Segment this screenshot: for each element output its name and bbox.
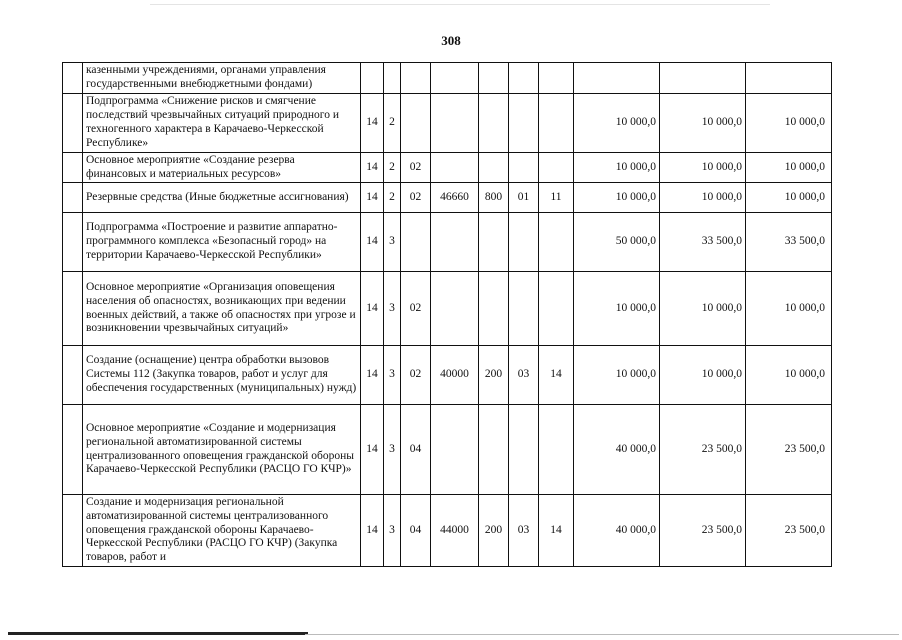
cell-rz: 03 <box>509 346 539 405</box>
sum-year-2: 10 000,0 <box>660 94 746 153</box>
scan-edge-bottom-thin <box>305 634 899 635</box>
cell-vr <box>479 405 509 495</box>
cell-cs-direction <box>431 153 479 183</box>
cell-pz: 3 <box>384 405 401 495</box>
cell-cs-program: 02 <box>401 272 431 346</box>
sum-year-2: 33 500,0 <box>660 213 746 272</box>
sum-year-2: 10 000,0 <box>660 183 746 213</box>
cell-cs-direction: 44000 <box>431 495 479 567</box>
scan-edge-bottom <box>8 632 308 635</box>
cell-rz <box>509 272 539 346</box>
scan-edge-top <box>150 4 770 5</box>
cell-rz: 03 <box>509 495 539 567</box>
cell-cs-direction: 40000 <box>431 346 479 405</box>
sum-year-2: 23 500,0 <box>660 495 746 567</box>
cell-vr <box>479 272 509 346</box>
cell-cs-direction <box>431 272 479 346</box>
sum-year-3: 10 000,0 <box>746 94 832 153</box>
row-name: Основное мероприятие «Создание резерва финансовых и материальных ресурсов» <box>83 153 361 183</box>
cell-pr <box>539 272 574 346</box>
cell-rz <box>509 153 539 183</box>
cell-gr: 14 <box>361 153 384 183</box>
sum-year-1: 50 000,0 <box>574 213 660 272</box>
cell-cs-direction <box>431 213 479 272</box>
cell-cs-direction <box>431 63 479 94</box>
page-number: 308 <box>441 33 461 48</box>
blank-cell <box>63 346 83 405</box>
cell-rz <box>509 63 539 94</box>
row-name: Резервные средства (Иные бюджетные ассигнования) <box>83 183 361 213</box>
sum-year-1: 10 000,0 <box>574 94 660 153</box>
table-row <box>63 183 832 213</box>
sum-year-2: 23 500,0 <box>660 405 746 495</box>
blank-cell <box>63 153 83 183</box>
cell-gr: 14 <box>361 346 384 405</box>
table-row <box>63 153 832 183</box>
cell-pr: 11 <box>539 183 574 213</box>
blank-cell <box>63 183 83 213</box>
cell-pr <box>539 153 574 183</box>
table-row <box>63 272 832 346</box>
cell-vr <box>479 153 509 183</box>
cell-pr: 14 <box>539 495 574 567</box>
row-name: Подпрограмма «Снижение рисков и смягчение последствий чрезвычайных ситуаций природного и техногенного характера в Карачаево-Черкесской Республике» <box>83 94 361 153</box>
row-name: Подпрограмма «Построение и развитие аппаратно-программного комплекса «Безопасный город» на территории Карачаево-Черкесской Республики» <box>83 213 361 272</box>
sum-year-1: 10 000,0 <box>574 183 660 213</box>
cell-rz <box>509 405 539 495</box>
sum-year-3 <box>746 63 832 94</box>
cell-cs-program: 02 <box>401 183 431 213</box>
cell-vr <box>479 94 509 153</box>
sum-year-3: 23 500,0 <box>746 405 832 495</box>
sum-year-3: 10 000,0 <box>746 346 832 405</box>
sum-year-2: 10 000,0 <box>660 153 746 183</box>
cell-vr: 200 <box>479 346 509 405</box>
cell-pz: 3 <box>384 213 401 272</box>
sum-year-2: 10 000,0 <box>660 346 746 405</box>
cell-pz: 2 <box>384 94 401 153</box>
sum-year-3: 23 500,0 <box>746 495 832 567</box>
blank-cell <box>63 405 83 495</box>
cell-rz <box>509 94 539 153</box>
cell-gr: 14 <box>361 213 384 272</box>
cell-gr: 14 <box>361 405 384 495</box>
sum-year-1: 40 000,0 <box>574 405 660 495</box>
blank-cell <box>63 63 83 94</box>
table-row <box>63 94 832 153</box>
sum-year-1 <box>574 63 660 94</box>
cell-vr <box>479 213 509 272</box>
table-row <box>63 405 832 495</box>
cell-vr: 200 <box>479 495 509 567</box>
cell-pr <box>539 63 574 94</box>
cell-cs-direction: 46660 <box>431 183 479 213</box>
cell-gr: 14 <box>361 183 384 213</box>
table-row <box>63 346 832 405</box>
cell-rz: 01 <box>509 183 539 213</box>
cell-cs-direction <box>431 94 479 153</box>
row-name: казенными учреждениями, органами управления государственными внебюджетными фондами) <box>83 63 361 94</box>
sum-year-2: 10 000,0 <box>660 272 746 346</box>
sum-year-2 <box>660 63 746 94</box>
table-row <box>63 63 832 94</box>
sum-year-3: 10 000,0 <box>746 153 832 183</box>
cell-cs-program <box>401 213 431 272</box>
cell-vr <box>479 63 509 94</box>
cell-cs-direction <box>431 405 479 495</box>
cell-cs-program: 04 <box>401 495 431 567</box>
sum-year-3: 33 500,0 <box>746 213 832 272</box>
blank-cell <box>63 272 83 346</box>
cell-cs-program: 02 <box>401 346 431 405</box>
cell-pr <box>539 94 574 153</box>
cell-pr <box>539 213 574 272</box>
sum-year-1: 10 000,0 <box>574 153 660 183</box>
sum-year-1: 40 000,0 <box>574 495 660 567</box>
cell-pz <box>384 63 401 94</box>
budget-table <box>62 62 832 567</box>
row-name: Основное мероприятие «Создание и модернизация региональной автоматизированной системы централизованного оповещения гражданской обороны Карачаево-Черкесской Республики (РАСЦО ГО КЧР)» <box>83 405 361 495</box>
sum-year-3: 10 000,0 <box>746 272 832 346</box>
cell-pz: 2 <box>384 183 401 213</box>
blank-cell <box>63 94 83 153</box>
blank-cell <box>63 495 83 567</box>
table-row <box>63 213 832 272</box>
cell-pz: 3 <box>384 346 401 405</box>
cell-gr: 14 <box>361 272 384 346</box>
cell-vr: 800 <box>479 183 509 213</box>
sum-year-3: 10 000,0 <box>746 183 832 213</box>
cell-pr: 14 <box>539 346 574 405</box>
cell-gr <box>361 63 384 94</box>
cell-pr <box>539 405 574 495</box>
cell-pz: 2 <box>384 153 401 183</box>
cell-rz <box>509 213 539 272</box>
cell-cs-program <box>401 94 431 153</box>
table-body <box>63 63 832 567</box>
table-row <box>63 495 832 567</box>
sum-year-1: 10 000,0 <box>574 272 660 346</box>
sum-year-1: 10 000,0 <box>574 346 660 405</box>
cell-pz: 3 <box>384 495 401 567</box>
row-name: Создание (оснащение) центра обработки вызовов Системы 112 (Закупка товаров, работ и услуг для обеспечения государственных (муниципальных) нужд) <box>83 346 361 405</box>
cell-gr: 14 <box>361 94 384 153</box>
blank-cell <box>63 213 83 272</box>
row-name: Создание и модернизация региональной автоматизированной системы централизованного оповещения гражданской обороны Карачаево-Черкесской Республики (РАСЦО ГО КЧР) (Закупка товаров, работ и <box>83 495 361 567</box>
cell-cs-program: 02 <box>401 153 431 183</box>
cell-cs-program: 04 <box>401 405 431 495</box>
cell-gr: 14 <box>361 495 384 567</box>
cell-pz: 3 <box>384 272 401 346</box>
cell-cs-program <box>401 63 431 94</box>
row-name: Основное мероприятие «Организация оповещения населения об опасностях, возникающих при ведении военных действий, а также об опасностях при угрозе и возникновении чрезвычайных ситуаций» <box>83 272 361 346</box>
